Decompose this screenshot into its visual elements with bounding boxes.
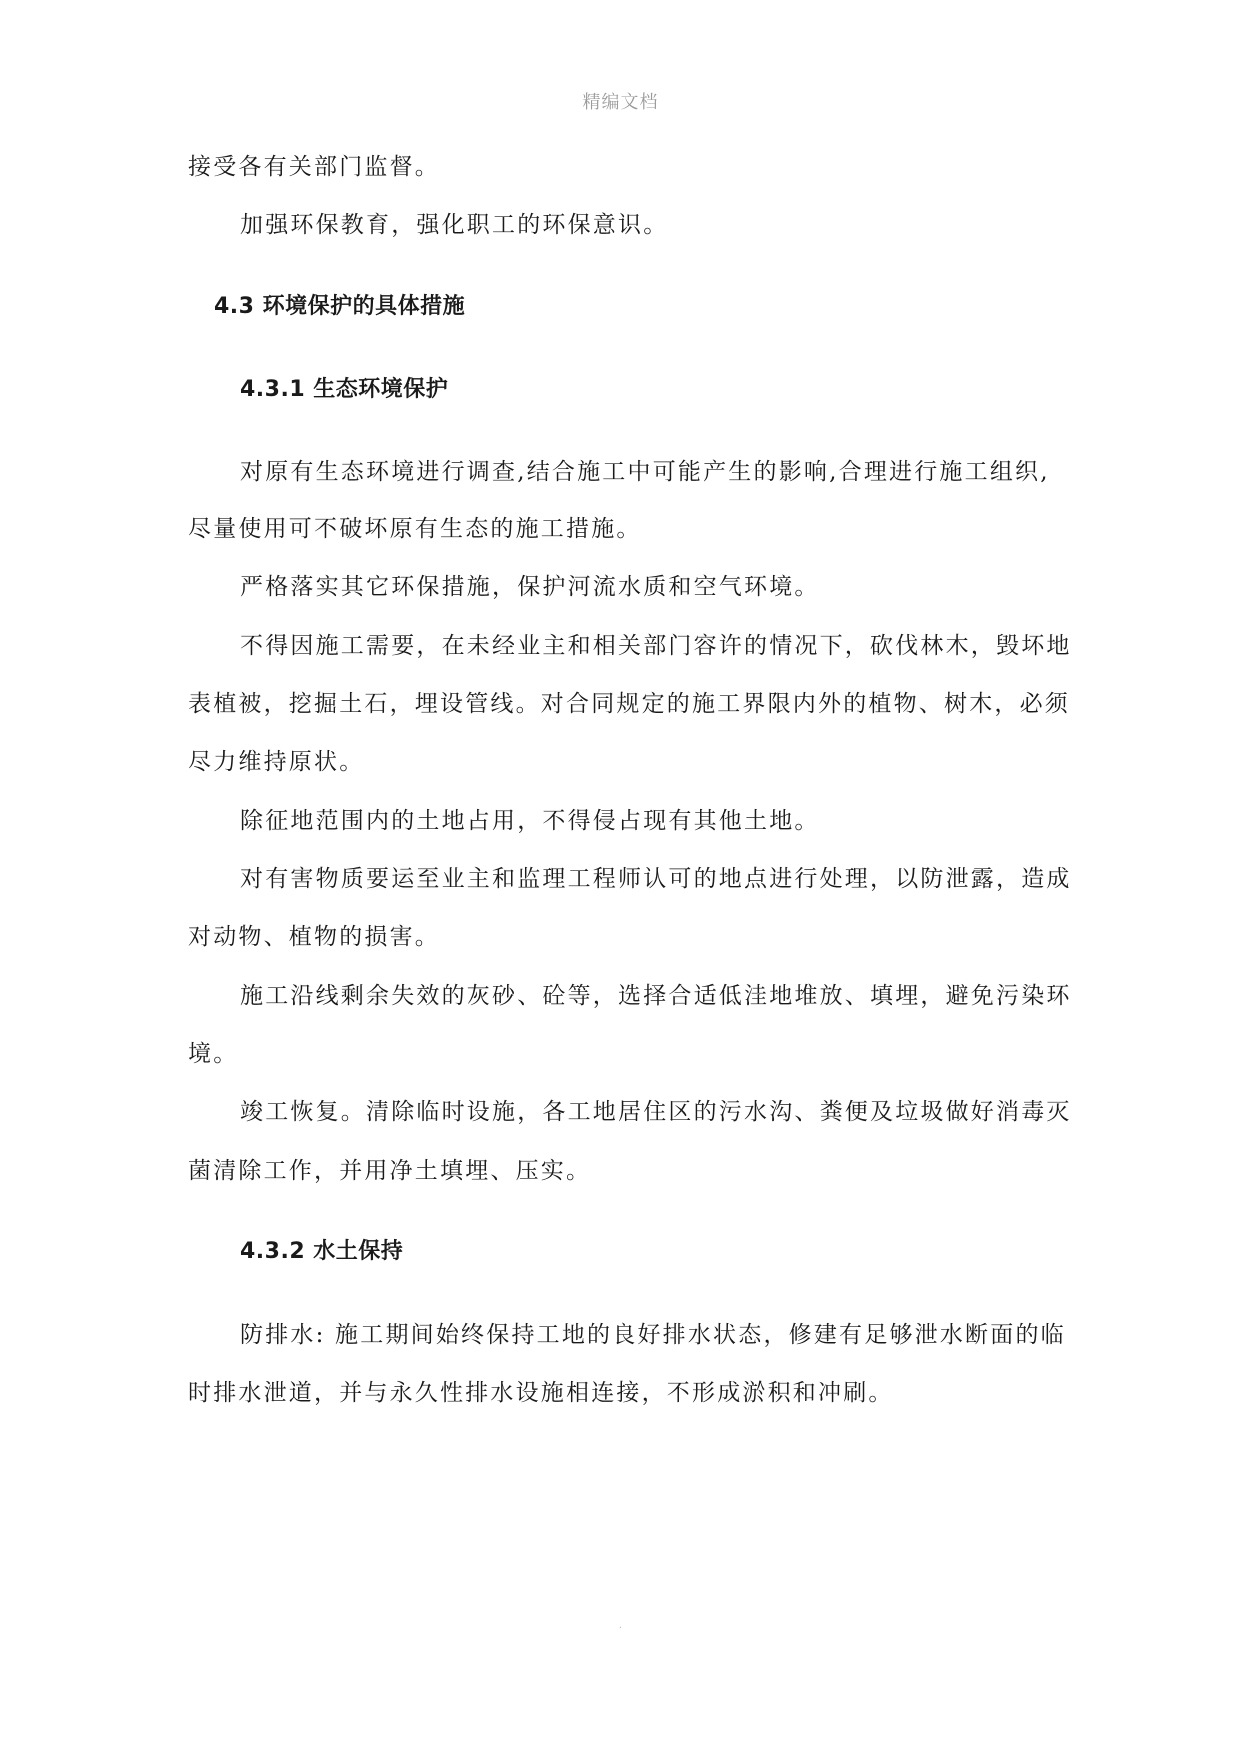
paragraph-line: 尽力维持原状。 [188, 749, 365, 775]
subsection-heading: 4.3.1 生态环境保护 [240, 377, 449, 402]
paragraph-line: 竣工恢复。清除临时设施，各工地居住区的污水沟、粪便及垃圾做好消毒灭 [240, 1099, 1072, 1125]
page-header: 精编文档 [582, 92, 659, 113]
paragraph-line: 施工沿线剩余失效的灰砂、砼等，选择合适低洼地堆放、填埋，避免污染环 [240, 983, 1072, 1009]
paragraph-line: 严格落实其它环保措施，保护河流水质和空气环境。 [240, 574, 820, 600]
paragraph-line: 不得因施工需要，在未经业主和相关部门容许的情况下，砍伐林木，毁坏地 [240, 633, 1072, 659]
subsection-heading: 4.3.2 水土保持 [240, 1239, 404, 1264]
paragraph-line: 对原有生态环境进行调查,结合施工中可能产生的影响,合理进行施工组织, [240, 459, 1050, 485]
paragraph-line: 尽量使用可不破坏原有生态的施工措施。 [188, 516, 642, 542]
paragraph-line: 菌清除工作，并用净土填埋、压实。 [188, 1158, 592, 1184]
page-footer-mark: . [618, 1620, 623, 1631]
paragraph-line: 境。 [188, 1041, 239, 1067]
paragraph-line: 加强环保教育，强化职工的环保意识。 [240, 212, 669, 238]
paragraph-line: 对动物、植物的损害。 [188, 924, 440, 950]
paragraph-line: 时排水泄道，并与永久性排水设施相连接，不形成淤积和冲刷。 [188, 1380, 894, 1406]
paragraph-line: 表植被，挖掘土石，埋设管线。对合同规定的施工界限内外的植物、树木，必须 [188, 691, 1070, 717]
paragraph-line: 防排水: 施工期间始终保持工地的良好排水状态，修建有足够泄水断面的临 [240, 1322, 1066, 1348]
paragraph-line: 接受各有关部门监督。 [188, 154, 440, 180]
paragraph-line: 对有害物质要运至业主和监理工程师认可的地点进行处理，以防泄露，造成 [240, 866, 1072, 892]
section-heading: 4.3 环境保护的具体措施 [214, 294, 466, 319]
paragraph-line: 除征地范围内的土地占用，不得侵占现有其他土地。 [240, 808, 820, 834]
